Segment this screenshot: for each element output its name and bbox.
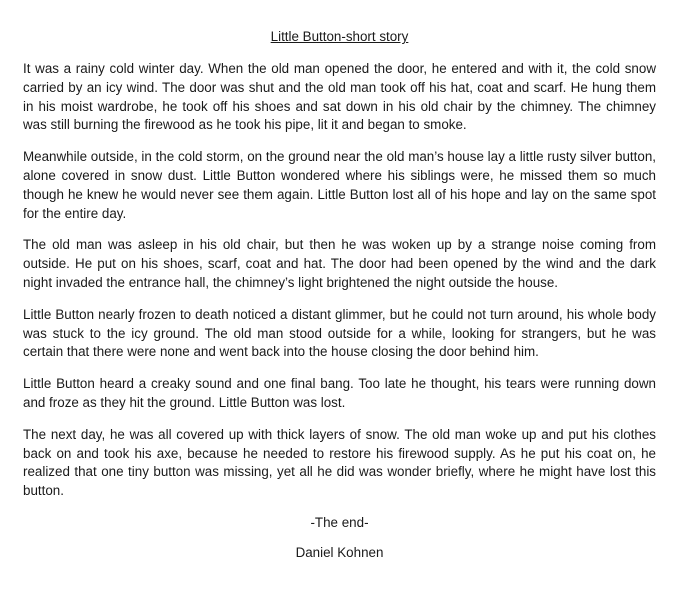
paragraph-6: The next day, he was all covered up with thick layers of snow. The old man woke up and put his clothes back on and took his axe, because he needed to restore his firewood supply. As he put his coat on, he realized that one tiny button was missing, yet all he did was wonder briefly, where he might have lost this button. bbox=[23, 426, 656, 499]
paragraph-2: Meanwhile outside, in the cold storm, on the ground near the old man’s house lay a little rusty silver button, alone covered in snow dust. Little Button wondered where his siblings were, he missed them so much though he knew he would never see them again. Little Button lost all of his hope and lay on the same spot for the entire day. bbox=[23, 149, 656, 221]
paragraph-3: The old man was asleep in his old chair, but then he was woken up by a strange noise coming from outside. He put on his shoes, scarf, coat and hat. The door had been opened by the wind and the dark night invaded the entrance hall, the chimney’s light brightened the night outside the house. bbox=[23, 237, 656, 290]
paragraph-1: It was a rainy cold winter day. When the old man opened the door, he entered and with it, the cold snow carried by an icy wind. The door was shut and the old man took off his hat, coat and scarf. He hung them in his moist wardrobe, he took off his shoes and sat down in his old chair by the chimney. The chimney was still burning the firewood as he took his pipe, lit it and began to smoke. bbox=[23, 61, 656, 133]
story-title: Little Button-short story bbox=[270, 29, 409, 44]
the-end-line: -The end- bbox=[310, 514, 369, 530]
paragraph-5: Little Button heard a creaky sound and one final bang. Too late he thought, his tears were running down and froze as they hit the ground. Little Button was lost. bbox=[23, 376, 656, 410]
paragraph-4: Little Button nearly frozen to death noticed a distant glimmer, but he could not turn around, his whole body was stuck to the icy ground. The old man stood outside for a while, looking for strangers, but he was certain that there were none and went back into the house closing the door behind him. bbox=[23, 306, 656, 360]
author-name: Daniel Kohnen bbox=[295, 544, 384, 560]
